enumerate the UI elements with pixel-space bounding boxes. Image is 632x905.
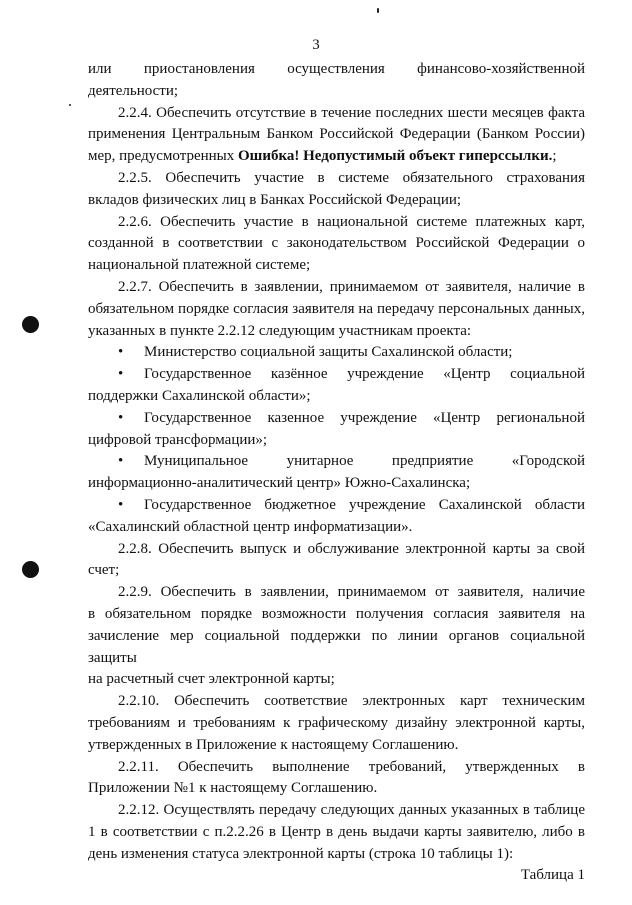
punch-hole-mark xyxy=(22,561,39,578)
paragraph-continuation xyxy=(88,59,585,103)
text-fragment: ; xyxy=(552,148,557,165)
text-fragment: мер, предусмотренных xyxy=(88,148,238,165)
text-line: деятельности; xyxy=(88,82,179,99)
clause-2-2-5 xyxy=(88,168,585,212)
text-line: 2.2.10. Обеспечить соответствие электронных карт техническим xyxy=(118,693,585,710)
text-line: 2.2.8. Обеспечить выпуск и обслуживание электронной карты за свой xyxy=(118,540,585,557)
scan-speck xyxy=(69,104,71,106)
text-line: 2.2.4. Обеспечить отсутствие в течение последних шести месяцев факта xyxy=(118,104,585,121)
text-line: 2.2.6. Обеспечить участие в национальной системе платежных карт, xyxy=(118,213,585,230)
text-line: утвержденных в Приложение к настоящему Соглашению. xyxy=(88,736,459,753)
bullet-item xyxy=(88,495,585,539)
error-hyperlink-text: Ошибка! Недопустимый объект гиперссылки. xyxy=(238,148,553,165)
text-line: обязательном порядке согласия заявителя на передачу персональных данных, xyxy=(88,300,585,317)
text-line xyxy=(88,408,585,430)
clause-2-2-6 xyxy=(88,212,585,277)
text-line: требованиям и требованиям к графическому дизайну электронной карты, xyxy=(88,714,585,731)
clause-2-2-9 xyxy=(88,582,585,691)
text-line xyxy=(88,451,585,473)
text-line: вкладов физических лиц в Банках Российской Федерации; xyxy=(88,191,462,208)
text-line: 2.2.12. Осуществлять передачу следующих данных указанных в таблице xyxy=(118,802,585,819)
page-number: 3 xyxy=(312,37,320,53)
text-line xyxy=(88,342,585,364)
bullet-icon: • xyxy=(118,344,124,361)
text-line: созданной в соответствии с законодательством Российской Федерации о xyxy=(88,235,585,252)
clause-2-2-8 xyxy=(88,539,585,583)
text-line xyxy=(88,495,585,517)
clause-2-2-12 xyxy=(88,800,585,865)
bullet-icon: • xyxy=(118,453,124,470)
bullet-text: Государственное бюджетное учреждение Сахалинской области xyxy=(144,496,585,513)
document-body xyxy=(88,59,585,887)
text-line: 2.2.9. Обеспечить в заявлении, принимаемом от заявителя, наличие xyxy=(118,584,585,601)
bullet-item xyxy=(88,364,585,408)
bullet-item xyxy=(88,342,585,364)
bullet-icon: • xyxy=(118,366,124,383)
clause-2-2-10 xyxy=(88,691,585,756)
text-line: счет; xyxy=(88,562,120,579)
text-line: или приостановления осуществления финансово-хозяйственной xyxy=(88,61,585,77)
bullet-text: Государственное казенное учреждение «Центр региональной xyxy=(144,409,585,426)
bullet-text: Министерство социальной защиты Сахалинской области; xyxy=(144,344,513,361)
text-line: Приложении №1 к настоящему Соглашению. xyxy=(88,780,378,797)
table-caption: Таблица 1 xyxy=(520,867,585,884)
text-line: «Сахалинский областной центр информатизации». xyxy=(88,518,413,535)
text-line: применения Центральным Банком Российской Федерации (Банком России) xyxy=(88,126,585,143)
text-line: день изменения статуса электронной карты (строка 10 таблицы 1): xyxy=(88,845,514,862)
text-line: цифровой трансформации»; xyxy=(88,431,268,448)
bullet-icon: • xyxy=(118,496,124,513)
text-line: информационно-аналитический центр» Южно-Сахалинска; xyxy=(88,475,471,492)
text-line: 2.2.11. Обеспечить выполнение требований, утвержденных в xyxy=(118,758,585,775)
bullet-text: Государственное казённое учреждение «Центр социальной xyxy=(144,366,585,383)
text-line: поддержки Сахалинской области»; xyxy=(88,387,311,404)
bullet-icon: • xyxy=(118,409,124,426)
text-line xyxy=(88,364,585,386)
punch-hole-mark xyxy=(22,316,39,333)
bullet-text: Муниципальное унитарное предприятие «Городской xyxy=(144,453,585,470)
text-line: 2.2.5. Обеспечить участие в системе обязательного страхования xyxy=(118,169,585,186)
text-line xyxy=(88,146,585,168)
bullet-item xyxy=(88,408,585,452)
clause-2-2-4 xyxy=(88,103,585,168)
text-line: 1 в соответствии с п.2.2.26 в Центр в день выдачи карты заявителю, либо в xyxy=(88,823,585,840)
scan-speck xyxy=(377,8,379,13)
bullet-item xyxy=(88,451,585,495)
text-line: зачисление мер социальной поддержки по линии органов социальной защиты xyxy=(88,627,585,666)
text-line: национальной платежной системе; xyxy=(88,257,311,274)
text-line: указанных в пункте 2.2.12 следующим участникам проекта: xyxy=(88,322,472,339)
clause-2-2-11 xyxy=(88,757,585,801)
text-line: в обязательном порядке возможности получения согласия заявителя на xyxy=(88,605,585,622)
text-line: 2.2.7. Обеспечить в заявлении, принимаемом от заявителя, наличие в xyxy=(118,278,585,295)
text-line: на расчетный счет электронной карты; xyxy=(88,671,335,688)
clause-2-2-7 xyxy=(88,277,585,342)
